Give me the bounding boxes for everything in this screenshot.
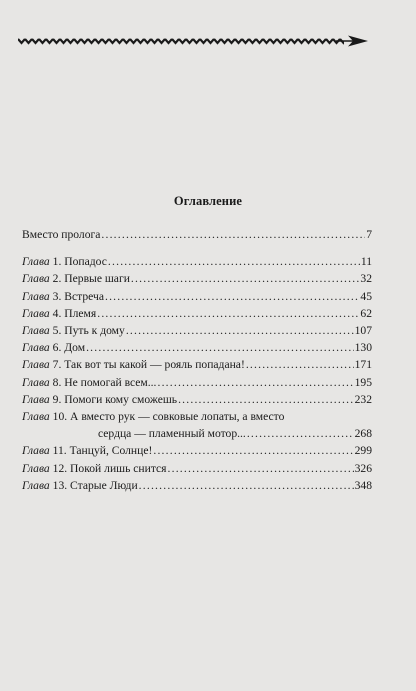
- chapter-page: 268: [354, 427, 372, 441]
- chapter-title: Дом: [64, 341, 86, 355]
- chapter-number: 9.: [52, 392, 62, 406]
- chapter-page: 299: [354, 444, 372, 458]
- chapter-word: Глава: [22, 324, 50, 338]
- toc-entry-chapter-11: [22, 442, 372, 459]
- toc-entry-chapter-9: [22, 391, 372, 408]
- chapter-page: 326: [354, 461, 372, 475]
- leader-dots: [139, 477, 354, 494]
- chapter-word: Глава: [22, 375, 50, 389]
- leader-dots: [101, 226, 365, 243]
- leader-dots: [126, 322, 354, 339]
- leader-dots: [97, 305, 359, 322]
- toc-entry-chapter-8: [22, 374, 372, 391]
- chapter-number: 4.: [52, 306, 62, 320]
- leader-dots: [168, 460, 354, 477]
- chapter-title: Первые шаги: [64, 272, 130, 286]
- chapter-number: 13.: [52, 478, 68, 492]
- toc-entry-chapter-4: [22, 305, 372, 322]
- table-of-contents: [22, 226, 372, 494]
- decorative-arrow-ornament: [18, 34, 370, 48]
- chapter-page: 195: [354, 375, 372, 389]
- chapter-word: Глава: [22, 392, 50, 406]
- chapter-page: 348: [354, 478, 372, 492]
- chapter-page: 171: [354, 358, 372, 372]
- chapter-number: 11.: [52, 444, 67, 458]
- chapter-word: Глава: [22, 461, 50, 475]
- chapter-title: Племя: [64, 306, 97, 320]
- toc-entry-chapter-7: [22, 356, 372, 373]
- chapter-title: Старые Люди: [70, 478, 138, 492]
- chapter-word: Глава: [22, 444, 50, 458]
- chapter-title: Покой лишь снится: [70, 461, 167, 475]
- leader-dots: [153, 442, 353, 459]
- chapter-page: 107: [354, 324, 372, 338]
- chapter-title: Путь к дому: [64, 324, 125, 338]
- leader-dots: [131, 270, 359, 287]
- toc-entry-chapter-13: [22, 477, 372, 494]
- toc-entry-chapter-10: [22, 408, 372, 442]
- entry-title: Вместо пролога: [22, 228, 101, 241]
- leader-dots: [178, 391, 354, 408]
- toc-entry-chapter-2: [22, 270, 372, 287]
- chapter-number: 10.: [52, 410, 68, 424]
- chapter-title: Так вот ты какой — рояль попадана!: [64, 358, 245, 372]
- chapter-number: 3.: [52, 289, 62, 303]
- chapter-page: 62: [360, 306, 372, 320]
- chapter-page: 32: [360, 272, 372, 286]
- chapter-word: Глава: [22, 272, 50, 286]
- chapter-number: 5.: [52, 324, 62, 338]
- chapter-word: Глава: [22, 410, 50, 424]
- leader-dots: [108, 253, 360, 270]
- chapter-title-line-2: сердца — пламенный мотор...: [98, 427, 246, 441]
- chapter-number: 2.: [52, 272, 62, 286]
- chapter-page: 232: [354, 392, 372, 406]
- chapter-word: Глава: [22, 255, 50, 269]
- leader-dots: [246, 356, 354, 373]
- chapter-title: Попадос: [64, 255, 107, 269]
- leader-dots: [86, 339, 354, 356]
- chapter-page: 11: [360, 255, 372, 269]
- leader-dots: [157, 374, 353, 391]
- toc-entry-prologue: [22, 226, 372, 243]
- toc-entry-chapter-1: [22, 253, 372, 270]
- toc-title: Оглавление: [173, 194, 243, 208]
- toc-entry-chapter-12: [22, 460, 372, 477]
- toc-entry-chapter-5: [22, 322, 372, 339]
- chapter-word: Глава: [22, 289, 50, 303]
- entry-page: 7: [366, 228, 372, 241]
- chapter-number: 7.: [52, 358, 62, 372]
- chapter-title: Помоги кому сможешь: [64, 392, 178, 406]
- chapter-page: 130: [354, 341, 372, 355]
- leader-dots: [105, 288, 359, 305]
- leader-dots: [247, 425, 354, 442]
- chapter-number: 1.: [52, 255, 62, 269]
- chapter-word: Глава: [22, 358, 50, 372]
- chapter-number: 6.: [52, 341, 62, 355]
- chapter-word: Глава: [22, 306, 50, 320]
- chapter-title: Танцуй, Солнце!: [69, 444, 153, 458]
- chapter-word: Глава: [22, 478, 50, 492]
- toc-entry-chapter-3: [22, 288, 372, 305]
- chapter-word: Глава: [22, 341, 50, 355]
- chapter-title-line-1: А вместо рук — совковые лопаты, а вместо: [70, 410, 285, 424]
- chapter-number: 8.: [52, 375, 62, 389]
- chapter-page: 45: [360, 289, 372, 303]
- chapter-number: 12.: [52, 461, 68, 475]
- chapter-title: Встреча: [64, 289, 104, 303]
- chapter-title: Не помогай всем...: [64, 375, 157, 389]
- toc-entry-chapter-6: [22, 339, 372, 356]
